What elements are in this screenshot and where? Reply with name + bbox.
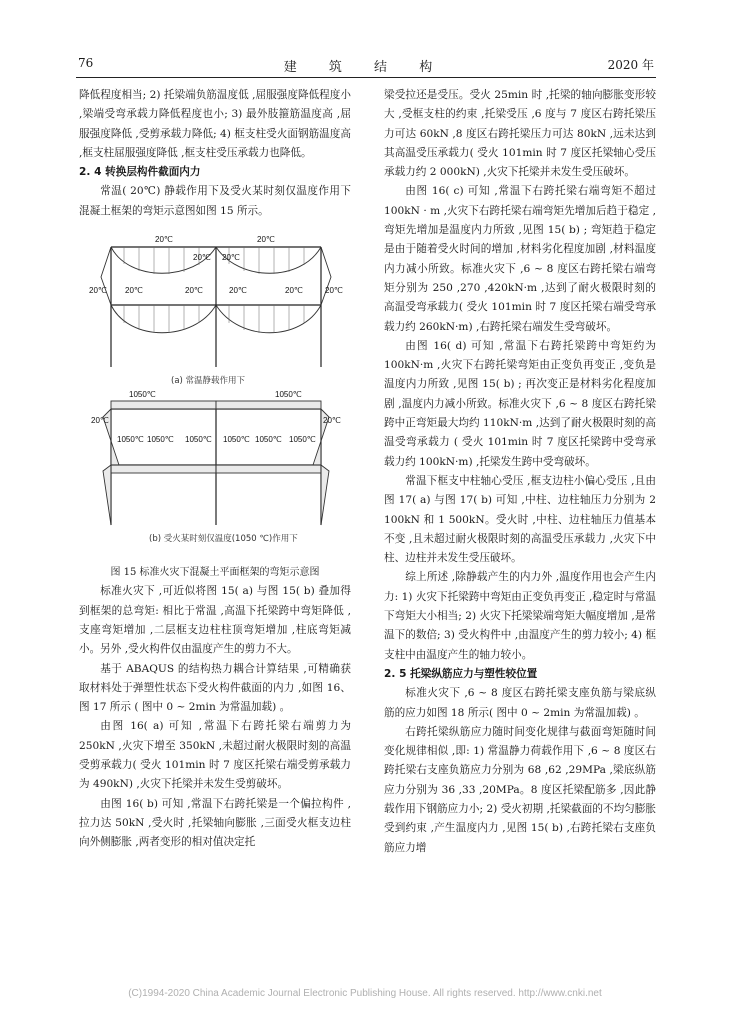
temp-label: 20℃ [193, 253, 211, 263]
temp-label: 1050℃ [185, 435, 212, 445]
paragraph: 梁受拉还是受压。受火 25min 时 ,托梁的轴向膨胀变形较大 ,受框支柱的约束 ,托梁受压 ,6 度与 7 度区右跨托梁压力可达 60kN ,8 度区右跨托梁压力可达 80kN ,远未达到其高温受压承载力( 受火 101min 时 7 度区托梁轴心受压承载力约 2 000kN) ,火灾下托梁并未发生受压破坏。 [384, 89, 656, 179]
journal-title: 建 筑 结 构 [283, 60, 447, 75]
section-heading-2-5: 2. 5 托梁纵筋应力与塑性较位置 [384, 667, 538, 680]
paragraph: 由图 16( c) 可知 ,常温下右跨托梁右端弯矩不超过 100kN · m ,火灾下右跨托梁右端弯矩先增加后趋于稳定 ,弯矩先增加是温度内力所致 ,见图 15( b) ; 弯矩趋于稳定是由于随着受火时间的增加 ,材料劣化程度加剧 ,材料温度内力减小所致。标准火灾下 ,6 ~ 8 度区右跨托梁右端弯矩分别为 250 ,270 ,420kN·m ,达到了耐火极限时刻的高温受弯承载力( 受火 101min 时 7 度区托梁右端受弯承载力约 260kN·m) ,右跨托梁右端发生受弯破坏。 [384, 185, 656, 333]
temp-label: 1050℃ [289, 435, 316, 445]
temp-label: 1050℃ [255, 435, 282, 445]
paragraph: 由图 16( a) 可知 ,常温下右跨托梁右端剪力为 250kN ,火灾下增至 350kN ,未超过耐火极限时刻的高温受剪承载力( 受火 101min 时 7 度区托梁右端受剪承载力为 490kN) ,火灾下托梁并未发生受剪破坏。 [79, 720, 351, 791]
page-number: 76 [78, 56, 94, 70]
issue-year: 2020 年 [607, 58, 654, 72]
temp-label: 20℃ [323, 416, 341, 426]
paragraph: 右跨托梁纵筋应力随时间变化规律与截面弯矩随时间变化规律相似 ,即: 1) 常温静力荷载作用下 ,6 ~ 8 度区右跨托梁右支座负筋应力分别为 68 ,62 ,29MPa ,梁底纵筋应力分别为 36 ,33 ,20MPa。8 度区托梁配筋多 ,因此静载作用下钢筋应力小; 2) 受火初期 ,托梁截面的不均匀膨胀受到约束 ,产生温度内力 ,见图 15( b) ,右跨托梁右支座负筋应力增 [384, 725, 656, 854]
temp-label: 20℃ [257, 235, 275, 245]
header-rule [76, 77, 656, 78]
temp-label: 20℃ [325, 286, 343, 296]
temp-label: 20℃ [125, 286, 143, 296]
paragraph: 降低程度相当; 2) 托梁端负筋温度低 ,屈服强度降低程度小 ,梁端受弯承载力降低程度也小; 3) 最外肢箍筋温度高 ,屈服强度降低 ,受剪承载力降低; 4) 框支柱受火面钢筋温度高 ,框支柱屈服强度降低 ,框支柱受压承载力也降低。 [79, 89, 351, 159]
paragraph: 标准火灾下 ,6 ~ 8 度区右跨托梁支座负筋与梁底纵筋的应力如图 18 所示( 图中 0 ~ 2min 为常温加载) 。 [384, 687, 656, 719]
moment-diagram [89, 227, 344, 543]
temp-label: 20℃ [155, 235, 173, 245]
section-heading-2-4: 2. 4 转换层构件截面内力 [79, 166, 201, 179]
paragraph: 基于 ABAQUS 的结构热力耦合计算结果 ,可精确获取材料处于弹塑性状态下受火构件截面的内力 ,如图 16、图 17 所示 ( 图中 0 ~ 2min 为常温加载) 。 [79, 662, 351, 714]
temp-label: 20℃ [229, 286, 247, 296]
temp-label: 1050℃ [117, 435, 144, 445]
temp-label: 1050℃ [223, 435, 250, 445]
paragraph: 标准火灾下 ,可近似将图 15( a) 与图 15( b) 叠加得到框架的总弯矩: 相比于常温 ,高温下托梁跨中弯矩降低 ,支座弯矩增加 ,二层框支边柱柱顶弯矩增加 ,柱底弯矩减小。另外 ,受火构件仅由温度产生的剪力不大。 [79, 585, 351, 656]
left-column [79, 86, 351, 853]
subfigure-label-a: (a) 常温静载作用下 [171, 376, 246, 387]
temp-label: 20℃ [185, 286, 203, 296]
temp-label: 1050℃ [129, 390, 156, 400]
paragraph: 综上所述 ,除静载产生的内力外 ,温度作用也会产生内力: 1) 火灾下托梁跨中弯矩由正变负再变正 ,稳定时与常温下弯矩大小相当; 2) 火灾下托梁梁端弯矩大幅度增加 ,是常温下的数倍; 3) 受火构件中 ,由温度产生的剪力较小; 4) 框支柱中由温度产生的轴力较小。 [384, 571, 656, 661]
temp-label: 20℃ [89, 286, 107, 296]
paragraph: 常温( 20℃) 静载作用下及受火某时刻仅温度作用下混凝土框架的弯矩示意图如图 15 所示。 [79, 185, 351, 217]
temp-label: 20℃ [91, 416, 109, 426]
temp-label: 1050℃ [147, 435, 174, 445]
temp-label: 1050℃ [275, 390, 302, 400]
copyright-footer: (C)1994-2020 China Academic Journal Electronic Publishing House. All rights reserved. http://www.cnki.net [128, 988, 602, 999]
paragraph: 常温下框支中柱轴心受压 ,框支边柱小偏心受压 ,且由图 17( a) 与图 17( b) 可知 ,中柱、边柱轴压力分别为 2 100kN 和 1 500kN。受火时 ,中柱、边柱轴压力值基本不变 ,且未超过耐火极限时刻的高温受压承载力 ,火灾下中柱、边柱并未发生受压破坏。 [384, 474, 656, 565]
subfigure-label-b: (b) 受火某时刻仅温度(1050 ℃)作用下 [149, 534, 298, 544]
temp-label: 20℃ [285, 286, 303, 296]
right-column [384, 86, 656, 858]
temp-label: 20℃ [222, 253, 240, 263]
figure-15 [79, 227, 351, 563]
paragraph: 由图 16( b) 可知 ,常温下右跨托梁是一个偏拉构件 ,拉力达 50kN ,受火时 ,托梁轴向膨胀 ,三面受火框支边柱向外侧膨胀 ,两者变形的相对值决定托 [79, 797, 351, 849]
paragraph: 由图 16( d) 可知 ,常温下右跨托梁跨中弯矩约为 100kN·m ,火灾下右跨托梁弯矩由正变负再变正 ,变负是温度内力所致 ,见图 15( b) ; 再次变正是材料劣化程度加剧 ,温度内力减小所致。标准火灾下 ,6 ~ 8 度区右跨托梁跨中正弯矩最大均约 110kN·m ,达到了耐火极限时刻的高温受弯承载力 ( 受火 101min 时 7 度区托梁跨中受弯承载力约 100kN·m) ,托梁发生跨中受弯破坏。 [384, 339, 656, 468]
figure-caption: 图 15 标准火灾下混凝土平面框架的弯矩示意图 [110, 567, 320, 579]
